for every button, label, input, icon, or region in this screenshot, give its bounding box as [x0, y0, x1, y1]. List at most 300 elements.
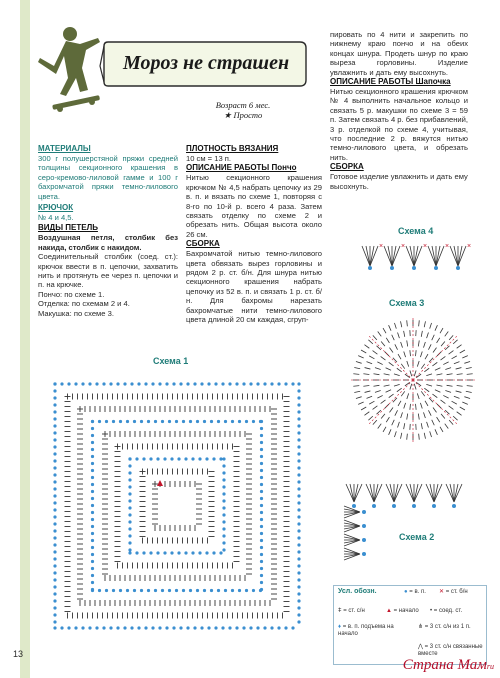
- stitch-dot: [200, 626, 203, 629]
- stitch-line: Макушка: по схеме 3.: [38, 308, 114, 318]
- stitch-dot: [228, 382, 231, 385]
- stitch-dot: [123, 382, 126, 385]
- stitch-dot: [235, 626, 238, 629]
- stitch-dot: [53, 543, 56, 546]
- stitch-dot: [161, 589, 164, 592]
- stitch-dot: [260, 546, 263, 549]
- stitch-mark: [436, 374, 442, 375]
- stitch-dot: [222, 520, 225, 523]
- stitch-mark: [354, 391, 360, 392]
- fan-stitch: [370, 246, 378, 266]
- stitch-dot: [189, 420, 192, 423]
- fan-stitch: [384, 246, 392, 266]
- stitch-mark: [364, 412, 369, 416]
- stitch-dot: [260, 490, 263, 493]
- stitch-dot: [260, 511, 263, 514]
- stitch-mark: [401, 433, 402, 439]
- stitch-dot: [260, 574, 263, 577]
- stitch-dot: [249, 382, 252, 385]
- stitch-dot: [91, 539, 94, 542]
- stitch-dot: [53, 403, 56, 406]
- stitch-dot: [137, 382, 140, 385]
- fan-stitch: [410, 246, 414, 266]
- hat-header: ОПИСАНИЕ РАБОТЫ Шапочка: [330, 77, 451, 87]
- fan-stitch: [454, 484, 458, 502]
- stitch-dot: [53, 424, 56, 427]
- materials-header: МАТЕРИАЛЫ: [38, 144, 91, 153]
- stitch-dot: [60, 382, 63, 385]
- stitch-dot: [53, 431, 56, 434]
- stitch-dot: [168, 589, 171, 592]
- stitch-dot: [53, 557, 56, 560]
- stitch-dot: [412, 504, 416, 508]
- stitch-mark: [456, 391, 462, 392]
- stitch-dot: [297, 424, 300, 427]
- stitch-dot: [53, 578, 56, 581]
- stitch-dot: [217, 420, 220, 423]
- stitch-dot: [156, 457, 159, 460]
- stitch-dot: [102, 626, 105, 629]
- stitch-dot: [222, 457, 225, 460]
- stitch-dot: [177, 457, 180, 460]
- scheme-3-diagram: [348, 310, 478, 450]
- stitch-dot: [297, 501, 300, 504]
- stitch-mark: [354, 368, 360, 369]
- fan-stitch: [428, 246, 436, 266]
- stitch-dot: [91, 511, 94, 514]
- stitch-dot: [95, 626, 98, 629]
- stitch-mark: [427, 422, 429, 428]
- stitch-mark: [389, 429, 391, 434]
- stitch-mark: [440, 328, 443, 333]
- stitch-line: Отделка: по схемам 2 и 4.: [38, 299, 130, 309]
- stitch-dot: [212, 551, 215, 554]
- fan-stitch: [406, 246, 414, 266]
- stitch-dot: [297, 564, 300, 567]
- legend-box: [333, 585, 487, 665]
- stitch-dot: [297, 480, 300, 483]
- stitch-dot: [193, 626, 196, 629]
- stitch-mark: [416, 350, 417, 356]
- stitch-dot: [252, 589, 255, 592]
- stitch-dot: [260, 483, 263, 486]
- fan-stitch: [374, 484, 382, 502]
- stitch-mark: [462, 402, 467, 404]
- stitch-dot: [53, 620, 56, 623]
- fan-stitch: [344, 554, 360, 560]
- stitch-dot: [352, 504, 356, 508]
- stitch-dot: [222, 534, 225, 537]
- stitch-dot: [91, 497, 94, 500]
- fan-stitch: [366, 484, 374, 502]
- stitch-dot: [91, 560, 94, 563]
- age-label: Возраст 6 мес.: [215, 100, 271, 110]
- stitch-dot: [210, 420, 213, 423]
- stitch-dot: [362, 510, 366, 514]
- fan-stitch: [454, 246, 458, 266]
- stitch-mark: [428, 344, 431, 349]
- fan-stitch: [446, 484, 454, 502]
- assembly2-text: Готовое изделие увлажнить и дать ему высохнуть.: [330, 172, 468, 191]
- stitch-mark: [353, 386, 359, 387]
- fan-stitch: [414, 246, 418, 266]
- stitch-dot: [142, 457, 145, 460]
- stitch-dot: [53, 564, 56, 567]
- fan-stitch: [370, 246, 374, 266]
- stitch-mark: [421, 331, 422, 337]
- stitch-dot: [53, 417, 56, 420]
- stitch-dot: [53, 522, 56, 525]
- stitch-mark: [368, 340, 372, 344]
- stitch-dot: [277, 626, 280, 629]
- stitch-mark: [377, 346, 381, 350]
- stitch-mark: [358, 356, 363, 358]
- fan-stitch: [450, 246, 458, 266]
- fan-stitch: [366, 246, 370, 266]
- stitch-dot: [119, 589, 122, 592]
- stitch-mark: [449, 335, 453, 339]
- stitch-dot: [151, 382, 154, 385]
- scheme-2-title: Схема 2: [399, 532, 435, 542]
- stitch-dot: [165, 382, 168, 385]
- stitch-dot: [189, 589, 192, 592]
- stitch-mark: [361, 350, 366, 353]
- subtitle: [188, 100, 298, 120]
- stitch-mark: [419, 320, 420, 326]
- legend-item: ♦ = в. п. подъема на начало: [338, 624, 394, 637]
- radial-guide: [413, 380, 457, 424]
- stitch-dot: [297, 543, 300, 546]
- stitch-dot: [222, 464, 225, 467]
- stitch-dot: [175, 420, 178, 423]
- stitch-dot: [128, 520, 131, 523]
- stitch-mark: [433, 348, 437, 353]
- stitch-dot: [128, 464, 131, 467]
- stitch-mark: [424, 388, 429, 392]
- stitch-dot: [168, 420, 171, 423]
- stitch-mark: [386, 417, 389, 422]
- stitch-dot: [362, 524, 366, 528]
- stitch-dot: [128, 541, 131, 544]
- stitch-dot: [179, 382, 182, 385]
- stitch-dot: [260, 441, 263, 444]
- materials-text: 300 г полушерстяной пряжи средней толщины секционного крашения в серо-кремово-лиловой гамме и 100 г бахромчатой пряжи темно-лилового цвета.: [38, 154, 178, 201]
- assembly2-header: СБОРКА: [330, 162, 364, 172]
- stitch-dot: [260, 553, 263, 556]
- stitch-dot: [260, 497, 263, 500]
- stitch-dot: [53, 410, 56, 413]
- stitch-dot: [128, 499, 131, 502]
- stitch-dot: [214, 626, 217, 629]
- stitch-dot: [207, 626, 210, 629]
- stitch-dot: [297, 571, 300, 574]
- stitch-dot: [297, 599, 300, 602]
- stitch-mark: [445, 346, 449, 350]
- stitch-mark: [426, 384, 432, 386]
- stitch-dot: [368, 266, 372, 270]
- scheme-1-diagram: [30, 370, 324, 642]
- stitch-dot: [91, 574, 94, 577]
- stitch-mark: [389, 325, 391, 330]
- stitch-mark: [363, 386, 369, 387]
- scheme-1-title: Схема 1: [153, 356, 189, 366]
- stitch-mark: [373, 374, 379, 375]
- stitch-dot: [203, 420, 206, 423]
- stitch-line: Соединительный столбик (соед. ст.): крючок ввести в п. цепочки, захватить нить и протянуть ее через п. цепочки и п. на крючке.: [38, 252, 178, 290]
- stitch-dot: [217, 589, 220, 592]
- stitch-mark: [373, 420, 377, 424]
- stitch-mark: [436, 385, 442, 386]
- stitch-dot: [53, 452, 56, 455]
- stitch-dot: [235, 382, 238, 385]
- stitch-mark: [435, 390, 440, 392]
- stitch-dot: [158, 382, 161, 385]
- stitch-mark: [432, 335, 435, 340]
- stitch-dot: [172, 382, 175, 385]
- stitch-dot: [67, 382, 70, 385]
- stitch-mark: [457, 412, 462, 416]
- stitch-dot: [165, 626, 168, 629]
- fan-stitch: [392, 246, 400, 266]
- stitch-dot: [392, 504, 396, 508]
- stitch-mark: [440, 427, 443, 432]
- stitch-dot: [284, 382, 287, 385]
- stitch-dot: [53, 389, 56, 392]
- watermark-suffix: ru: [486, 662, 494, 671]
- stitch-mark: [445, 331, 449, 336]
- stitch-dot: [238, 589, 241, 592]
- page-number: 13: [13, 649, 24, 659]
- stitch-dot: [91, 553, 94, 556]
- hook-header: КРЮЧОК: [38, 203, 74, 213]
- stitch-dot: [434, 266, 438, 270]
- stitch-dot: [140, 589, 143, 592]
- stitch-dot: [432, 504, 436, 508]
- stitch-dot: [91, 434, 94, 437]
- stitch-dot: [297, 396, 300, 399]
- stitch-dot: [297, 557, 300, 560]
- stitch-mark: [392, 420, 395, 425]
- stitch-line: Воздушная петля, столбик без накида, столбик с накидом.: [38, 233, 178, 252]
- stitch-dot: [270, 626, 273, 629]
- radial-guide: [413, 336, 457, 380]
- stitch-dot: [109, 626, 112, 629]
- stitch-mark: [404, 331, 405, 337]
- stitch-dot: [144, 382, 147, 385]
- stitch-mark: [383, 328, 386, 333]
- stitch-dot: [221, 382, 224, 385]
- stitch-dot: [91, 532, 94, 535]
- stitch-dot: [102, 382, 105, 385]
- stitch-mark: [437, 417, 440, 422]
- stitch-dot: [170, 457, 173, 460]
- hat-text: Нитью секционного крашения крючком № 4 выполнить начальное кольцо и связать 5 р. макушки по схеме 3 = 59 п. Затем связать 4 р. без прибавлений, 3 р. отделкой по схеме 4, учитывая, что последние 2 р. вяжутся нитью темно-лилового цвета, и обрезать нить.: [330, 87, 468, 162]
- radial-guide: [369, 380, 413, 424]
- legend-item: ✕ = ст. б/н: [439, 589, 468, 595]
- stitch-mark: [410, 384, 412, 390]
- stitch-dot: [224, 589, 227, 592]
- stitch-dot: [151, 626, 154, 629]
- stitch-dot: [297, 459, 300, 462]
- scheme-2-diagram: [340, 472, 476, 572]
- stitch-dot: [53, 382, 56, 385]
- stitch-mark: [373, 406, 378, 410]
- stitch-mark: [386, 338, 389, 343]
- stitch-dot: [154, 589, 157, 592]
- fan-stitch: [454, 484, 462, 502]
- stitch-dot: [260, 504, 263, 507]
- stitch-mark: [424, 368, 429, 372]
- stitch-dot: [98, 589, 101, 592]
- stitch-x: ×: [467, 243, 472, 250]
- stitch-dot: [91, 581, 94, 584]
- stitch-mark: [389, 408, 393, 413]
- stitch-dot: [252, 420, 255, 423]
- stitch-dot: [53, 508, 56, 511]
- stitch-dot: [109, 382, 112, 385]
- stitch-mark: [441, 341, 445, 346]
- stitch-mark: [356, 397, 362, 399]
- stitch-dot: [53, 501, 56, 504]
- stitch-dot: [112, 420, 115, 423]
- stitch-dot: [390, 266, 394, 270]
- stitch-mark: [443, 395, 448, 398]
- stitch-dot: [91, 420, 94, 423]
- fan-stitch: [344, 526, 360, 532]
- assembly-header: СБОРКА: [186, 239, 220, 249]
- stitch-mark: [429, 398, 433, 402]
- stitch-mark: [447, 385, 453, 386]
- stitch-dot: [297, 445, 300, 448]
- stitch-dot: [203, 589, 206, 592]
- stitch-mark: [425, 401, 428, 406]
- stitch-mark: [460, 407, 465, 410]
- stitch-mark: [404, 423, 405, 429]
- stitch-dot: [128, 457, 131, 460]
- stitch-dot: [53, 396, 56, 399]
- stitch-dot: [184, 551, 187, 554]
- stitch-dot: [140, 420, 143, 423]
- stitch-dot: [260, 581, 263, 584]
- stitch-mark: [454, 362, 460, 364]
- stitch-mark: [384, 374, 390, 375]
- stitch-dot: [156, 551, 159, 554]
- stitch-mark: [401, 412, 403, 418]
- stitch-dot: [128, 551, 131, 554]
- column-2: [186, 144, 322, 325]
- stitch-dot: [297, 403, 300, 406]
- stitch-mark: [425, 354, 428, 359]
- stitch-mark: [369, 356, 374, 359]
- fan-stitch: [392, 246, 396, 266]
- stitch-dot: [98, 420, 101, 423]
- fan-stitch: [436, 246, 444, 266]
- stitch-dot: [184, 457, 187, 460]
- stitches-header: ВИДЫ ПЕТЕЛЬ: [38, 223, 98, 233]
- stitch-mark: [356, 361, 362, 363]
- stitch-dot: [128, 492, 131, 495]
- stitch-dot: [214, 382, 217, 385]
- stitch-dot: [53, 445, 56, 448]
- stitch-dot: [128, 506, 131, 509]
- stitch-mark: [454, 396, 460, 398]
- stitch-dot: [53, 536, 56, 539]
- stitch-dot: [260, 588, 263, 591]
- stitch-mark: [389, 362, 394, 366]
- stitch-dot: [144, 626, 147, 629]
- stitch-dot: [161, 420, 164, 423]
- stitch-dot: [297, 508, 300, 511]
- stitch-mark: [418, 414, 419, 420]
- stitch-dot: [53, 515, 56, 518]
- stitch-dot: [297, 529, 300, 532]
- legend-item: ● = в. п.: [404, 589, 426, 595]
- stitch-dot: [53, 487, 56, 490]
- stitch-dot: [53, 571, 56, 574]
- stitch-mark: [457, 374, 463, 375]
- stitch-mark: [377, 362, 382, 365]
- stitch-dot: [128, 527, 131, 530]
- stitch-mark: [361, 407, 366, 410]
- stitch-dot: [205, 551, 208, 554]
- stitch-mark: [381, 414, 385, 419]
- stitch-mark: [445, 368, 451, 370]
- stitch-dot: [260, 539, 263, 542]
- stitch-dot: [126, 420, 129, 423]
- fan-stitch: [388, 246, 392, 266]
- stitch-dot: [53, 529, 56, 532]
- stitch-dot: [149, 457, 152, 460]
- stitch-dot: [297, 606, 300, 609]
- stitch-dot: [154, 420, 157, 423]
- stitch-mark: [368, 416, 372, 420]
- stitch-dot: [182, 589, 185, 592]
- stitch-dot: [297, 466, 300, 469]
- stitch-mark: [401, 321, 402, 327]
- stitch-mark: [377, 410, 381, 414]
- stitch-line: Пончо: по схеме 1.: [38, 289, 105, 299]
- legend-item: ǂ = ст. с/н: [338, 608, 365, 614]
- stitch-mark: [432, 394, 437, 398]
- stitch-mark: [375, 368, 381, 370]
- scheme-3-title: Схема 3: [389, 298, 425, 308]
- stitch-mark: [407, 340, 408, 346]
- page-title: Мороз не страшен: [122, 52, 290, 74]
- stitch-dot: [260, 476, 263, 479]
- stitch-mark: [410, 370, 412, 376]
- fan-stitch: [350, 484, 354, 502]
- fan-stitch: [426, 484, 434, 502]
- stitch-mark: [441, 400, 446, 404]
- stitch-dot: [116, 626, 119, 629]
- stitch-dot: [245, 420, 248, 423]
- stitch-dot: [147, 589, 150, 592]
- stitch-x: ×: [401, 243, 406, 250]
- stitch-mark: [417, 361, 419, 367]
- stitch-mark: [364, 345, 369, 349]
- stitch-dot: [53, 494, 56, 497]
- stitch-mark: [365, 391, 371, 392]
- continuation-text: пировать по 4 нити и закрепить по нижнему краю пончо и на обеих концах шнура. Продеть шнур по краю выреза горловины. Изделие увлажнить и дать ему высохнуть.: [330, 30, 468, 77]
- stitch-mark: [466, 391, 472, 392]
- stitch-mark: [435, 429, 437, 434]
- stitch-dot: [128, 471, 131, 474]
- stitch-mark: [414, 384, 416, 390]
- stitch-dot: [196, 589, 199, 592]
- stitch-mark: [430, 323, 432, 329]
- stitch-mark: [393, 358, 397, 362]
- stitch-mark: [433, 408, 437, 413]
